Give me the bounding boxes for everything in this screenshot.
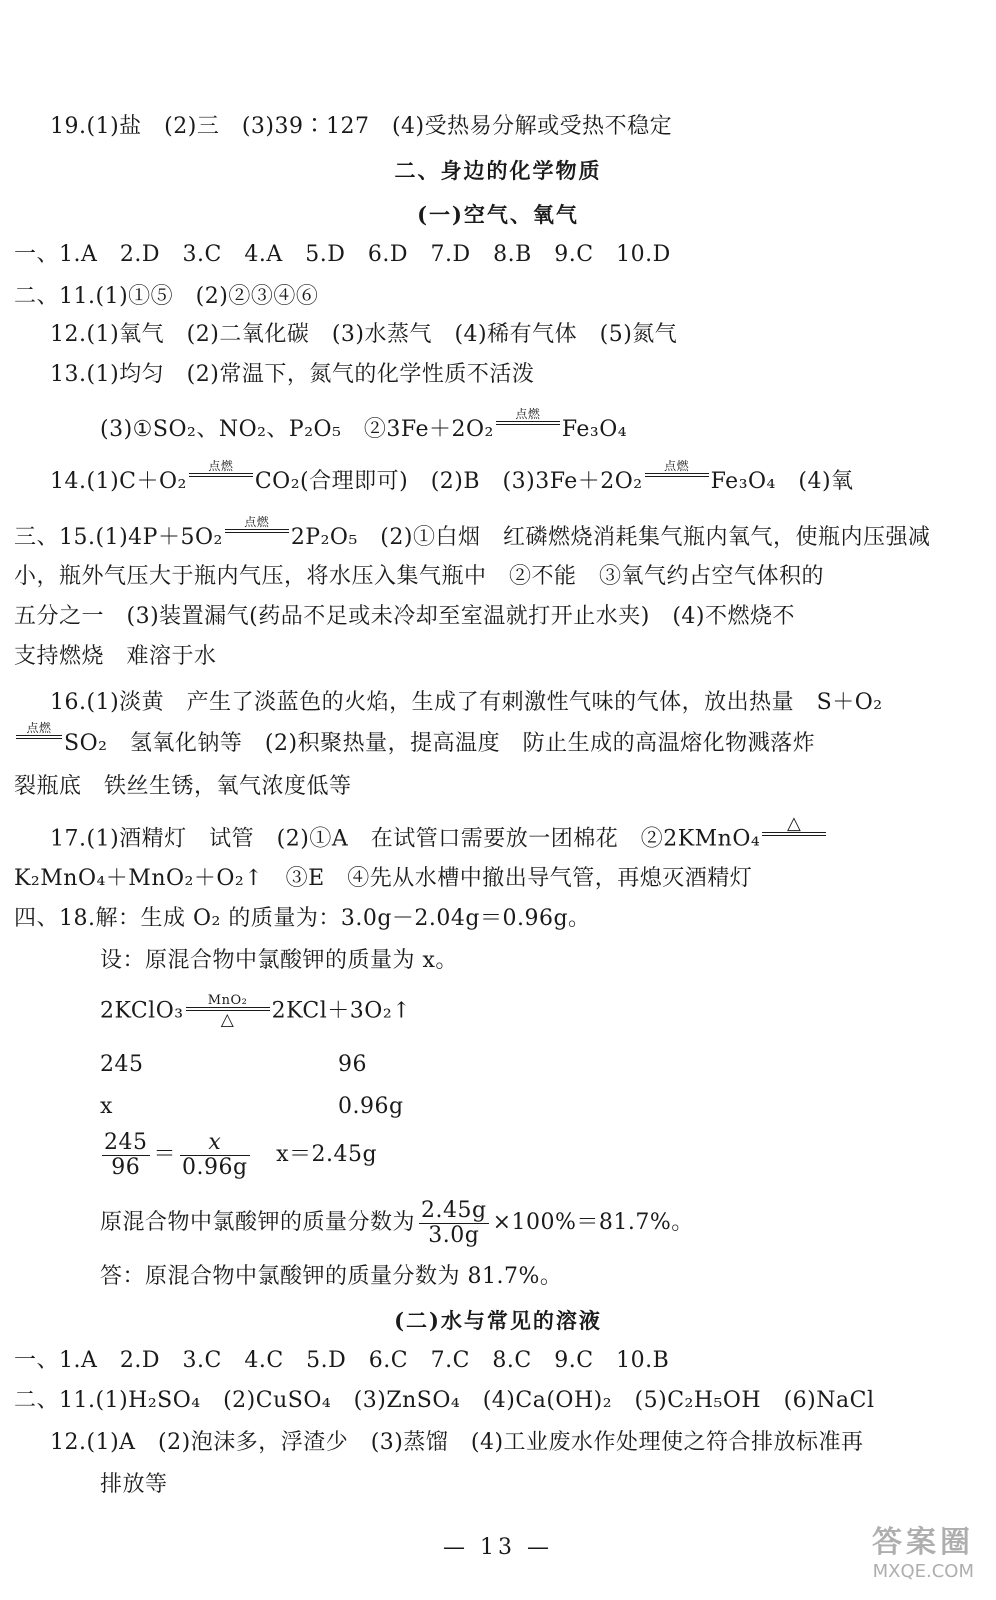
answer-11: 二、11.(1)①⑤ (2)②③④⑥ xyxy=(14,284,319,309)
answer-11: 二、11.(1)H₂SO₄ (2)CuSO₄ (3)ZnSO₄ (4)Ca(OH)₂ (5)C₂H₅OH (6)NaCl xyxy=(14,1388,875,1413)
equation-text: 14.(1)C＋O₂ xyxy=(50,469,187,494)
answer-12: 12.(1)A (2)泡沫多，浮渣少 (3)蒸馏 (4)工业废水作处理使之符合排放标准再 xyxy=(50,1430,864,1455)
final-answer: 答：原混合物中氯酸钾的质量分数为 81.7%。 xyxy=(100,1264,563,1289)
fraction: $\frac{2.45g}{3.0g}$ xyxy=(421,1197,487,1248)
mass-fraction xyxy=(100,1198,694,1248)
answer-18: 四、18.解：生成 O₂ 的质量为：3.0g－2.04g＝0.96g。 xyxy=(14,906,591,931)
answer-16-cont xyxy=(14,721,816,760)
equation-text: (3)①SO₂、NO₂、P₂O₅ ②3Fe＋2O₂ xyxy=(100,417,494,442)
reaction-condition: 点燃 xyxy=(496,408,560,440)
answer-16-cont: 裂瓶底 铁丝生锈，氧气浓度低等 xyxy=(14,774,352,799)
answer-15 xyxy=(14,515,931,554)
reaction-condition: 点燃 xyxy=(225,516,289,548)
answer-mc-1-10: 一、1.A 2.D 3.C 4.A 5.D 6.D 7.D 8.B 9.C 10.D xyxy=(14,242,671,267)
answer-17-cont: K₂MnO₄＋MnO₂＋O₂↑ ③E ④先从水槽中撤出导气管，再熄灭酒精灯 xyxy=(14,866,753,891)
equation-text: Fe₃O₄ (4)氧 xyxy=(710,469,854,494)
answer-12: 12.(1)氧气 (2)二氧化碳 (3)水蒸气 (4)稀有气体 (5)氮气 xyxy=(50,322,678,347)
answer-12-cont: 排放等 xyxy=(100,1472,168,1497)
reaction-condition: 点燃 xyxy=(16,722,62,754)
fraction: $\frac{x}{0.96g}$ xyxy=(182,1129,248,1180)
answer-text: x＝2.45g xyxy=(276,1142,378,1167)
answer-text: 17.(1)酒精灯 试管 (2)①A 在试管口需要放一团棉花 ②2KMnO₄ xyxy=(50,826,761,852)
section-heading: 二、身边的化学物质 xyxy=(394,158,602,183)
answer-15-cont: 五分之一 (3)装置漏气(药品不足或未冷却至室温就打开止水夹) (4)不燃烧不 xyxy=(14,604,795,629)
watermark-url: MXQE.COM xyxy=(872,1561,974,1582)
answer-13: 13.(1)均匀 (2)常温下，氮气的化学性质不活泼 xyxy=(50,362,535,387)
equation-text: Fe₃O₄ xyxy=(561,417,628,442)
molar-mass-left: 245 xyxy=(100,1052,144,1077)
reaction-condition: △ xyxy=(762,816,826,851)
answer-16: 16.(1)淡黄 产生了淡蓝色的火焰，生成了有刺激性气味的气体，放出热量 S＋O₂ xyxy=(50,690,883,715)
answer-14 xyxy=(50,459,854,498)
equation-text: 2KCl＋3O₂↑ xyxy=(271,998,412,1024)
site-watermark xyxy=(872,1517,974,1582)
proportion: $\frac{245}{96}$ ＝ $\frac{x}{0.96g}$ x＝2.45g xyxy=(104,1129,378,1180)
subsection-heading: (二)水与常见的溶液 xyxy=(394,1308,602,1333)
answer-18-equation xyxy=(100,994,411,1029)
answer-15-cont: 支持燃烧 难溶于水 xyxy=(14,644,217,669)
reaction-condition: MnO₂ △ xyxy=(186,994,270,1029)
fraction: $\frac{245}{96}$ xyxy=(104,1129,148,1180)
answer-text: 2P₂O₅ (2)①白烟 红磷燃烧消耗集气瓶内氧气，使瓶内压强减 xyxy=(290,525,931,550)
answer-19: 19.(1)盐 (2)三 (3)39∶127 (4)受热易分解或受热不稳定 xyxy=(50,114,673,139)
answer-text: 原混合物中氯酸钾的质量分数为 xyxy=(100,1210,416,1235)
unknown-mass: x xyxy=(100,1094,113,1119)
molar-mass-right: 96 xyxy=(338,1052,367,1077)
watermark-logo-text: 答案圈 xyxy=(872,1525,974,1560)
answer-text: ×100%＝81.7%。 xyxy=(492,1210,694,1235)
subsection-heading: (一)空气、氧气 xyxy=(417,202,579,227)
answer-13-3 xyxy=(100,407,628,446)
equation-text: 三、15.(1)4P＋5O₂ xyxy=(14,525,223,550)
reaction-condition: 点燃 xyxy=(645,460,709,492)
answer-15-cont: 小，瓶外气压大于瓶内气压，将水压入集气瓶中 ②不能 ③氧气约占空气体积的 xyxy=(14,564,825,589)
answer-18-assume: 设：原混合物中氯酸钾的质量为 x。 xyxy=(100,948,458,973)
equation-text: 2KClO₃ xyxy=(100,998,184,1024)
answer-17 xyxy=(50,813,828,857)
answer-mc-1-10: 一、1.A 2.D 3.C 4.C 5.D 6.C 7.C 8.C 9.C 10.B xyxy=(14,1348,670,1373)
answer-text: SO₂ 氢氧化钠等 (2)积聚热量，提高温度 防止生成的高温熔化物溅落炸 xyxy=(64,731,816,756)
reaction-condition: 点燃 xyxy=(189,460,253,492)
equation-text: CO₂(合理即可) (2)B (3)3Fe＋2O₂ xyxy=(254,469,643,494)
page-number: — 13 — xyxy=(443,1535,553,1560)
oxygen-mass: 0.96g xyxy=(338,1094,404,1119)
